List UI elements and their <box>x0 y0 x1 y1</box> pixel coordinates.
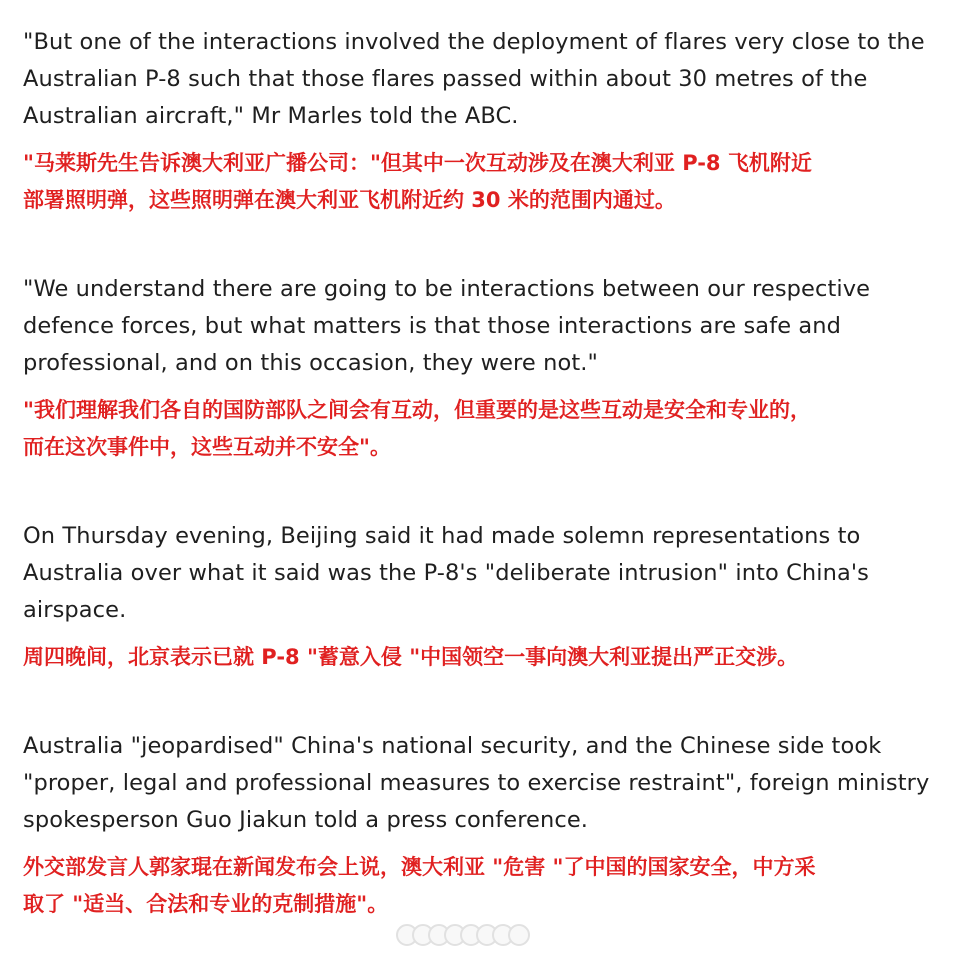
chinese-translation-1 <box>23 145 942 219</box>
zh-line: 外交部发言人郭家琨在新闻发布会上说，澳大利亚 "危害 "了中国的国家安全，中方采 <box>23 855 816 879</box>
en-line: "proper, legal and professional measures to exercise restraint", foreign ministry <box>23 770 930 796</box>
en-line: professional, and on this occasion, they were not." <box>23 350 598 376</box>
zh-line: 部署照明弹，这些照明弹在澳大利亚飞机附近约 30 米的范围内通过。 <box>23 188 676 212</box>
paragraph-3 <box>23 518 942 676</box>
chinese-translation-2 <box>23 392 942 466</box>
english-quote-2 <box>23 271 942 382</box>
paragraph-spacer <box>23 676 942 728</box>
paragraph-1 <box>23 24 942 219</box>
en-line: On Thursday evening, Beijing said it had made solemn representations to <box>23 523 861 549</box>
paragraph-spacer <box>23 466 942 518</box>
english-quote-3 <box>23 518 942 629</box>
en-line: airspace. <box>23 597 127 623</box>
english-quote-1 <box>23 24 942 135</box>
en-line: Australian aircraft," Mr Marles told the ABC. <box>23 103 519 129</box>
zh-line: "马莱斯先生告诉澳大利亚广播公司："但其中一次互动涉及在澳大利亚 P-8 飞机附近 <box>23 151 812 175</box>
english-quote-4 <box>23 728 942 839</box>
en-line: "We understand there are going to be interactions between our respective <box>23 276 871 302</box>
en-line: defence forces, but what matters is that those interactions are safe and <box>23 313 842 339</box>
chinese-translation-3 <box>23 639 942 676</box>
zh-line: "我们理解我们各自的国防部队之间会有互动，但重要的是这些互动是安全和专业的， <box>23 398 811 422</box>
en-line: spokesperson Guo Jiakun told a press conference. <box>23 807 589 833</box>
zh-line: 周四晚间，北京表示已就 P-8 "蓄意入侵 "中国领空一事向澳大利亚提出严正交涉。 <box>23 645 799 669</box>
en-line: Australia over what it said was the P-8's "deliberate intrusion" into China's <box>23 560 869 586</box>
en-line: Australia "jeopardised" China's national security, and the Chinese side took <box>23 733 882 759</box>
zh-line: 取了 "适当、合法和专业的克制措施"。 <box>23 892 389 916</box>
paragraph-4 <box>23 728 942 923</box>
en-line: Australian P-8 such that those flares passed within about 30 metres of the <box>23 66 868 92</box>
zh-line: 而在这次事件中，这些互动并不安全"。 <box>23 435 391 459</box>
en-line: "But one of the interactions involved the deployment of flares very close to the <box>23 29 925 55</box>
weibo-watermark-icon <box>396 922 562 948</box>
paragraph-2 <box>23 271 942 466</box>
watermark-dot <box>508 924 530 946</box>
chinese-translation-4 <box>23 849 942 923</box>
paragraph-spacer <box>23 219 942 271</box>
